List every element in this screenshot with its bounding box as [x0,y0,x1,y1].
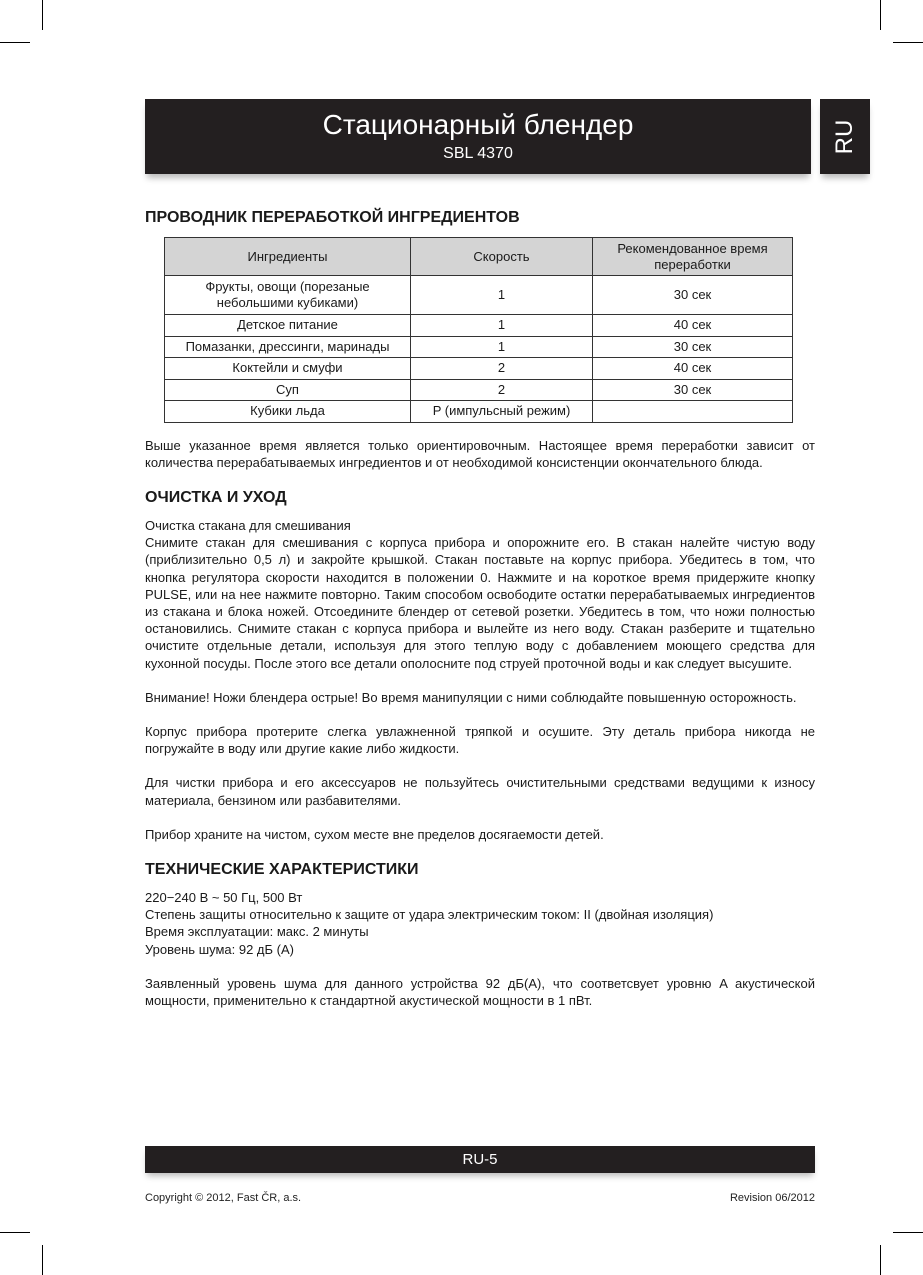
column-header: Ингредиенты [165,238,411,276]
spec-line: Степень защиты относительно к защите от удара электрическим током: II (двойная изоляция) [145,907,714,923]
spec-line: Время эксплуатации: макс. 2 минуты [145,924,369,940]
paragraph: Для чистки прибора и его аксессуаров не пользуйтесь очистительными средствами ведущими к износу материала, бензином или разбавителями. [145,775,815,808]
table-header-row [165,238,793,276]
paragraph: Внимание! Ножи блендера острые! Во время манипуляции с ними соблюдайте повышенную осторожность. [145,689,797,705]
cell: 1 [411,315,593,337]
cell: P (импульсный режим) [411,401,593,423]
model-number: SBL 4370 [443,145,513,162]
subheading: Очистка стакана для смешивания [145,517,351,533]
column-header: Рекомендованное время переработки [593,238,793,276]
processing-table [164,237,793,423]
revision: Revision 06/2012 [729,1192,815,1204]
cell: 30 сек [593,276,793,315]
cell: 40 сек [593,358,793,380]
table-row [165,401,793,423]
cell: Детское питание [165,315,411,337]
cell: 1 [411,336,593,358]
title-banner [145,99,811,174]
section-heading: ТЕХНИЧЕСКИЕ ХАРАКТЕРИСТИКИ [145,860,419,878]
cell: Помазанки, дрессинги, маринады [165,336,411,358]
cell: 30 сек [593,379,793,401]
table-row [165,315,793,337]
paragraph: Выше указанное время является только ориентировочным. Настоящее время переработки зависит от количества перерабатываемых ингредиентов и от необходимой консистенции окончательного блюда. [145,437,815,470]
language-code: RU [831,119,858,154]
cell: Коктейли и смуфи [165,358,411,380]
cell: Кубики льда [165,401,411,423]
cell: 2 [411,358,593,380]
paragraph: Снимите стакан для смешивания с корпуса прибора и опорожните его. В стакан налейте чистую воду (приблизительно 0,5 л) и закройте крышкой. Стакан поставьте на корпус прибора. Убедитесь в том, что кнопка регулятора скорости находится в положении 0. Нажмите и на короткое время придержите кнопку PULSE, или на нее нажмите повторно. Таким способом освободите остатки перерабатываемых ингредиентов из стакана и блока ножей. Отсоедините блендер от сетевой розетки. Убедитесь в том, что ножи полностью остановились. Снимите стакан с корпуса прибора и вылейте из него воду. Стакан разберите и тщательно очистите отдельные детали, используя для этого теплую воду с добавлением моющего средства для кухонной посуды. После этого все детали ополосните под струей проточной воды и как следует высушите. [145,535,815,671]
content [145,208,815,1026]
cell: 30 сек [593,336,793,358]
crop-mark [42,1245,43,1275]
section-heading: ОЧИСТКА И УХОД [145,488,287,506]
crop-mark [42,0,43,30]
crop-mark [0,42,30,43]
cell [593,401,793,423]
page-number: RU-5 [462,1151,498,1168]
section-heading: ПРОВОДНИК ПЕРЕРАБОТКОЙ ИНГРЕДИЕНТОВ [145,209,520,226]
cell: 40 сек [593,315,793,337]
cell: 1 [411,276,593,315]
table-row [165,276,793,315]
column-header: Скорость [411,238,593,276]
crop-mark [880,1245,881,1275]
cell: Суп [165,379,411,401]
spec-line: Уровень шума: 92 дБ (A) [145,941,294,957]
paragraph: Прибор храните на чистом, сухом месте вне пределов досягаемости детей. [145,826,604,842]
language-tab [820,99,870,174]
page-number-bar [145,1146,815,1173]
table-row [165,336,793,358]
spec-line: 220−240 В ~ 50 Гц, 500 Вт [145,889,303,905]
cell: Фрукты, овощи (порезаные небольшими кубиками) [165,276,411,315]
paragraph: Корпус прибора протерите слегка увлажненной тряпкой и осушите. Эту деталь прибора никогда не погружайте в воду или другие какие либо жидкости. [145,723,815,757]
cell: 2 [411,379,593,401]
crop-mark [893,42,923,43]
crop-mark [880,0,881,30]
crop-mark [0,1232,30,1233]
crop-mark [893,1232,923,1233]
table-row [165,379,793,401]
page-title: Стационарный блендер [322,109,634,140]
paragraph: Заявленный уровень шума для данного устройства 92 дБ(A), что соответсвует уровню A акустической мощности, применительно к стандартной акустической мощности в 1 пВт. [145,975,815,1008]
table-row [165,358,793,380]
copyright: Copyright © 2012, Fast ČR, a.s. [145,1192,302,1204]
